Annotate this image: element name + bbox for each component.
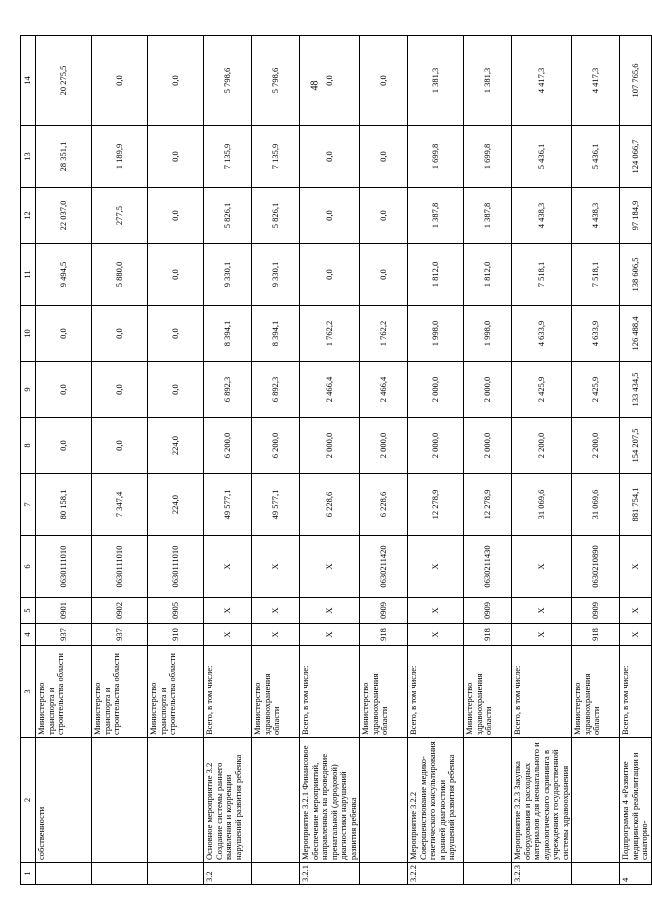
row-number: [360, 863, 408, 885]
amount-year: 4 417,3: [512, 36, 572, 126]
section-code: 0909: [464, 598, 512, 624]
header-cell: 3: [21, 646, 36, 738]
executor: Министерство транспорта и строительства области: [36, 646, 92, 738]
row-number: [572, 863, 620, 885]
amount-year: 6 892,3: [204, 362, 252, 418]
target-code: 0630111010: [36, 536, 92, 598]
column-numbers-row: [21, 36, 36, 885]
amount-year: 0,0: [36, 418, 92, 474]
executor: Министерство здравоохранения области: [360, 646, 408, 738]
header-cell: 2: [21, 738, 36, 863]
table-row: [300, 36, 360, 885]
activity-name: Основное мероприятие 3.2 Создание системы раннего выявления и коррекции нарушений развития ребенка: [204, 738, 252, 863]
amount-year: 0,0: [36, 306, 92, 362]
section-code: 0902: [92, 598, 148, 624]
grbs-code: 910: [148, 624, 204, 646]
amount-total: 224,0: [148, 474, 204, 536]
row-number: [252, 863, 300, 885]
row-number: 4: [620, 863, 652, 885]
activity-name: собственности: [36, 738, 92, 863]
target-code: 0630211420: [360, 536, 408, 598]
amount-year: 107 765,6: [620, 36, 652, 126]
row-number: 3.2.3: [512, 863, 572, 885]
amount-year: 7 135,9: [252, 126, 300, 188]
amount-year: 1 812,0: [464, 244, 512, 306]
amount-year: 138 606,5: [620, 244, 652, 306]
amount-year: 1 387,8: [464, 188, 512, 244]
amount-year: 0,0: [148, 188, 204, 244]
amount-year: 224,0: [148, 418, 204, 474]
amount-year: 97 184,9: [620, 188, 652, 244]
amount-year: 154 207,5: [620, 418, 652, 474]
row-number: [92, 863, 148, 885]
grbs-code: X: [300, 624, 360, 646]
grbs-code: 937: [36, 624, 92, 646]
table-row: [464, 36, 512, 885]
amount-year: 2 200,0: [572, 418, 620, 474]
amount-year: 0,0: [36, 362, 92, 418]
section-code: X: [252, 598, 300, 624]
header-cell: 4: [21, 624, 36, 646]
amount-year: 2 200,0: [512, 418, 572, 474]
executor: Всего, в том числе:: [408, 646, 464, 738]
amount-year: 0,0: [300, 36, 360, 126]
header-cell: 13: [21, 126, 36, 188]
activity-name: [148, 738, 204, 863]
header-cell: 9: [21, 362, 36, 418]
amount-year: 5 798,6: [204, 36, 252, 126]
executor: Министерство транспорта и строительства области: [92, 646, 148, 738]
executor: Всего, в том числе:: [204, 646, 252, 738]
amount-year: 6 200,0: [252, 418, 300, 474]
amount-total: 7 347,4: [92, 474, 148, 536]
section-code: 0909: [572, 598, 620, 624]
amount-year: 4 438,3: [572, 188, 620, 244]
amount-year: 2 000,0: [464, 418, 512, 474]
section-code: 0909: [360, 598, 408, 624]
amount-year: 5 826,1: [204, 188, 252, 244]
amount-total: 12 278,9: [408, 474, 464, 536]
amount-year: 2 466,4: [360, 362, 408, 418]
amount-year: 0,0: [360, 244, 408, 306]
amount-year: 2 425,9: [572, 362, 620, 418]
activity-name: [92, 738, 148, 863]
target-code: X: [620, 536, 652, 598]
amount-year: 1 387,8: [408, 188, 464, 244]
target-code: 0630211430: [464, 536, 512, 598]
grbs-code: X: [512, 624, 572, 646]
amount-year: 8 394,1: [252, 306, 300, 362]
amount-total: 80 158,1: [36, 474, 92, 536]
header-cell: 14: [21, 36, 36, 126]
amount-year: 5 436,1: [512, 126, 572, 188]
target-code: X: [300, 536, 360, 598]
amount-year: 0,0: [300, 188, 360, 244]
amount-year: 4 633,9: [572, 306, 620, 362]
table-row: [252, 36, 300, 885]
amount-year: 4 417,3: [572, 36, 620, 126]
activity-name: [252, 738, 300, 863]
target-code: X: [408, 536, 464, 598]
amount-year: 0,0: [360, 126, 408, 188]
amount-year: 0,0: [360, 36, 408, 126]
amount-year: 133 434,5: [620, 362, 652, 418]
row-number: [148, 863, 204, 885]
amount-year: 0,0: [148, 362, 204, 418]
amount-total: 881 754,1: [620, 474, 652, 536]
budget-table: [20, 35, 652, 885]
executor: Министерство транспорта и строительства области: [148, 646, 204, 738]
amount-year: 5 880,0: [92, 244, 148, 306]
amount-year: 2 000,0: [464, 362, 512, 418]
header-cell: 8: [21, 418, 36, 474]
table-row: [360, 36, 408, 885]
amount-year: 0,0: [92, 362, 148, 418]
amount-year: 2 425,9: [512, 362, 572, 418]
table-row: [572, 36, 620, 885]
table-row: [92, 36, 148, 885]
amount-year: 7 135,9: [204, 126, 252, 188]
amount-year: 9 330,1: [204, 244, 252, 306]
amount-year: 2 000,0: [408, 418, 464, 474]
amount-year: 5 798,6: [252, 36, 300, 126]
table-row: [620, 36, 652, 885]
section-code: 0901: [36, 598, 92, 624]
activity-name: [464, 738, 512, 863]
header-cell: 1: [21, 863, 36, 885]
amount-year: 2 000,0: [360, 418, 408, 474]
section-code: X: [204, 598, 252, 624]
target-code: 0630210890: [572, 536, 620, 598]
amount-total: 31 069,6: [572, 474, 620, 536]
amount-year: 124 066,7: [620, 126, 652, 188]
amount-year: 7 518,1: [572, 244, 620, 306]
header-cell: 10: [21, 306, 36, 362]
amount-total: 49 577,1: [252, 474, 300, 536]
amount-year: 0,0: [300, 244, 360, 306]
target-code: 0630111010: [92, 536, 148, 598]
amount-year: 2 000,0: [408, 362, 464, 418]
amount-total: 49 577,1: [204, 474, 252, 536]
page-number: 48: [309, 80, 321, 91]
grbs-code: X: [620, 624, 652, 646]
amount-year: 1 381,3: [464, 36, 512, 126]
amount-year: 2 000,0: [300, 418, 360, 474]
row-number: 3.2: [204, 863, 252, 885]
table-row: [148, 36, 204, 885]
grbs-code: X: [408, 624, 464, 646]
activity-name: Мероприятие 3.2.2 Совершенствование медико-генетического консультирования и ранней диагностики нарушений развития ребенка: [408, 738, 464, 863]
amount-year: 6 200,0: [204, 418, 252, 474]
activity-name: Подпрограмма 4 «Развитие медицинской реабилитации и санаторно-: [620, 738, 652, 863]
amount-year: 6 892,3: [252, 362, 300, 418]
row-number: 3.2.2: [408, 863, 464, 885]
amount-year: 5 826,1: [252, 188, 300, 244]
section-code: 0905: [148, 598, 204, 624]
amount-year: 1 699,8: [464, 126, 512, 188]
row-number: [464, 863, 512, 885]
amount-year: 0,0: [92, 36, 148, 126]
amount-year: 20 275,5: [36, 36, 92, 126]
amount-total: 6 228,6: [300, 474, 360, 536]
amount-year: 1 998,0: [408, 306, 464, 362]
amount-year: 0,0: [92, 306, 148, 362]
amount-year: 8 394,1: [204, 306, 252, 362]
amount-total: 12 278,9: [464, 474, 512, 536]
amount-year: 7 518,1: [512, 244, 572, 306]
amount-year: 22 037,0: [36, 188, 92, 244]
amount-year: 1 699,8: [408, 126, 464, 188]
amount-year: 0,0: [92, 418, 148, 474]
amount-year: 126 488,4: [620, 306, 652, 362]
rotated-page: [20, 35, 649, 885]
executor: Всего, в том числе:: [512, 646, 572, 738]
activity-name: [360, 738, 408, 863]
table-row: [408, 36, 464, 885]
grbs-code: X: [252, 624, 300, 646]
amount-year: 1 762,2: [360, 306, 408, 362]
amount-year: 28 351,1: [36, 126, 92, 188]
amount-year: 4 438,3: [512, 188, 572, 244]
amount-year: 5 436,1: [572, 126, 620, 188]
target-code: X: [204, 536, 252, 598]
grbs-code: X: [204, 624, 252, 646]
target-code: X: [252, 536, 300, 598]
amount-year: 1 381,3: [408, 36, 464, 126]
row-number: 3.2.1: [300, 863, 360, 885]
header-cell: 7: [21, 474, 36, 536]
grbs-code: 918: [464, 624, 512, 646]
executor: Министерство здравоохранения области: [464, 646, 512, 738]
amount-year: 0,0: [148, 36, 204, 126]
amount-year: 0,0: [300, 126, 360, 188]
amount-year: 1 998,0: [464, 306, 512, 362]
executor: Всего, в том числе:: [620, 646, 652, 738]
header-cell: 6: [21, 536, 36, 598]
header-cell: 11: [21, 244, 36, 306]
section-code: X: [300, 598, 360, 624]
amount-year: 1 762,2: [300, 306, 360, 362]
section-code: X: [620, 598, 652, 624]
grbs-code: 937: [92, 624, 148, 646]
section-code: X: [408, 598, 464, 624]
activity-name: Мероприятие 3.2.3 Закупка оборудования и расходных материалов для неонатального и аудиологического скрининга в учреждениях государственной системы здравоохранения: [512, 738, 572, 863]
amount-year: 9 330,1: [252, 244, 300, 306]
amount-year: 1 812,0: [408, 244, 464, 306]
header-cell: 5: [21, 598, 36, 624]
activity-name: [572, 738, 620, 863]
section-code: X: [512, 598, 572, 624]
amount-year: 0,0: [148, 306, 204, 362]
table-row: [512, 36, 572, 885]
amount-year: 0,0: [360, 188, 408, 244]
amount-total: 6 228,6: [360, 474, 408, 536]
grbs-code: 918: [360, 624, 408, 646]
target-code: X: [512, 536, 572, 598]
amount-year: 1 189,9: [92, 126, 148, 188]
table-row: [36, 36, 92, 885]
executor: Министерство здравоохранения области: [572, 646, 620, 738]
row-number: [36, 863, 92, 885]
activity-name: Мероприятие 3.2.1 Финансовое обеспечение мероприятий, направленных на проведение пренатальной (дородовой) диагностики нарушений развития ребенка: [300, 738, 360, 863]
amount-year: 4 633,9: [512, 306, 572, 362]
header-cell: 12: [21, 188, 36, 244]
amount-year: 277,5: [92, 188, 148, 244]
amount-year: 0,0: [148, 244, 204, 306]
amount-year: 0,0: [148, 126, 204, 188]
target-code: 0630111010: [148, 536, 204, 598]
amount-year: 9 494,5: [36, 244, 92, 306]
amount-total: 31 069,6: [512, 474, 572, 536]
amount-year: 2 466,4: [300, 362, 360, 418]
executor: Министерство здравоохранения области: [252, 646, 300, 738]
grbs-code: 918: [572, 624, 620, 646]
executor: Всего, в том числе:: [300, 646, 360, 738]
table-row: [204, 36, 252, 885]
